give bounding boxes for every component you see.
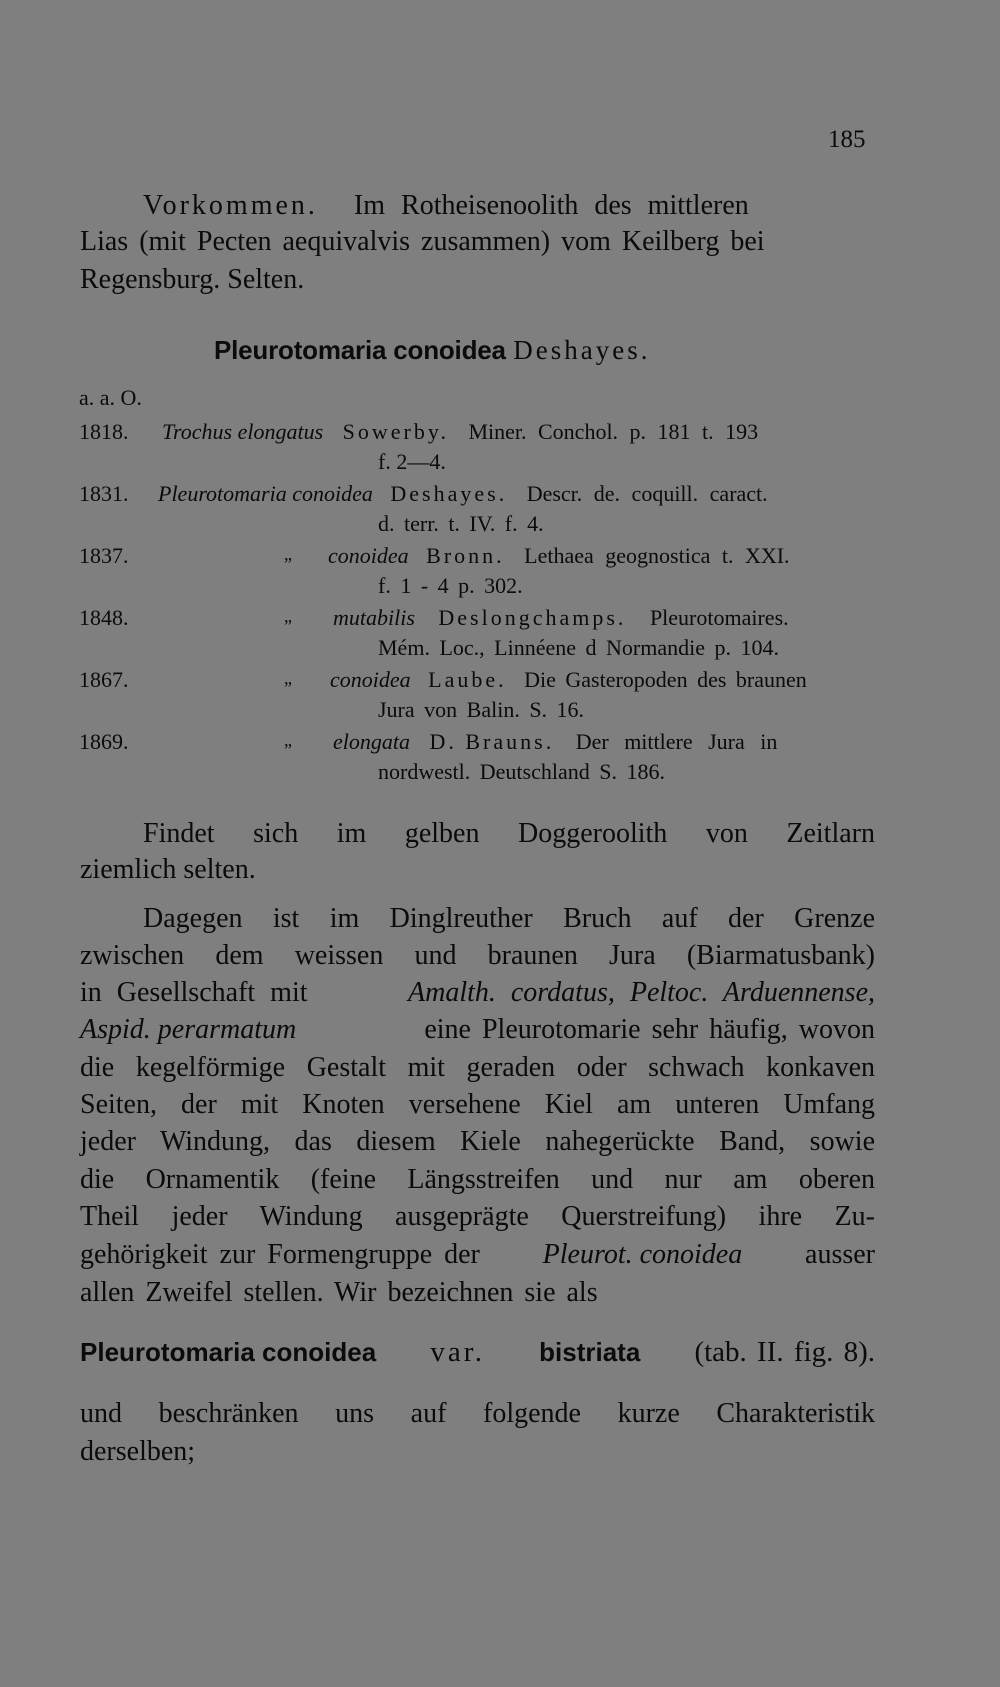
synonymy-taxon: Trochus elongatus bbox=[162, 419, 324, 444]
dagegen-line-1: Dagegen ist im Dinglreuther Bruch auf der Grenze bbox=[143, 903, 875, 934]
synonymy-year: 1818. bbox=[79, 419, 129, 444]
synonymy-author: Deslongchamps. bbox=[438, 605, 627, 630]
synonymy-year: 1848. bbox=[79, 605, 129, 630]
dagegen-line-4 bbox=[80, 1012, 875, 1048]
dagegen-text: eine Pleurotomarie sehr häufig, wovon bbox=[424, 1014, 875, 1045]
synonymy-taxon: mutabilis bbox=[333, 605, 415, 630]
synonymy-reference-cont: Mém. Loc., Linnéene d Normandie p. 104. bbox=[378, 635, 779, 660]
ditto-mark: „ bbox=[284, 668, 292, 688]
synonymy-line bbox=[333, 726, 777, 758]
fossil-names: Amalth. cordatus, Peltoc. Arduennense, bbox=[408, 977, 875, 1008]
synonymy-line bbox=[158, 478, 768, 510]
dagegen-line-7: jeder Windung, das diesem Kiele nahegerückte Band, sowie bbox=[80, 1126, 875, 1157]
synonymy-reference: Die Gasteropoden des braunen bbox=[524, 667, 807, 692]
synonymy-taxon: conoidea bbox=[330, 667, 411, 692]
ditto-mark: „ bbox=[284, 606, 292, 626]
closing-line-1: und beschränken uns auf folgende kurze Charakteristik bbox=[80, 1398, 875, 1429]
synonymy-list bbox=[0, 382, 1000, 802]
dagegen-line-11: allen Zweifel stellen. Wir bezeichnen sie als bbox=[80, 1277, 598, 1308]
species-heading bbox=[214, 333, 651, 367]
ditto-mark: „ bbox=[284, 730, 292, 750]
vorkommen-line-3: Regensburg. Selten. bbox=[80, 264, 305, 295]
ditto-mark: „ bbox=[284, 544, 292, 564]
dagegen-line-8: die Ornamentik (feine Längsstreifen und nur am oberen bbox=[80, 1164, 875, 1195]
findet-line-2: ziemlich selten. bbox=[80, 854, 256, 885]
synonymy-taxon: Pleurotomaria conoidea bbox=[158, 481, 373, 506]
synonymy-reference-cont: d. terr. t. IV. f. 4. bbox=[378, 511, 544, 536]
synonymy-reference-cont: nordwestl. Deutschland S. 186. bbox=[378, 759, 665, 784]
fossil-name: Aspid. perarmatum bbox=[80, 1014, 297, 1045]
vorkommen-line-2: Lias (mit Pecten aequivalvis zusammen) vom Keilberg bei bbox=[80, 226, 765, 257]
dagegen-line-6: Seiten, der mit Knoten versehene Kiel am unteren Umfang bbox=[80, 1089, 875, 1120]
variety-species-name: Pleurotomaria conoidea bbox=[80, 1337, 377, 1367]
variety-name: bistriata bbox=[539, 1337, 641, 1367]
dagegen-text: in Gesellschaft mit bbox=[80, 977, 308, 1008]
synonymy-reference-cont: f. 1 - 4 p. 302. bbox=[378, 573, 523, 598]
synonymy-reference: Pleurotomaires. bbox=[649, 605, 789, 630]
vorkommen-label: Vorkommen. bbox=[143, 190, 318, 221]
synonymy-author: Sowerby. bbox=[342, 419, 449, 444]
synonymy-author: Laube. bbox=[428, 667, 507, 692]
synonymy-reference-cont: f. 2—4. bbox=[378, 449, 446, 474]
variety-label: var. bbox=[430, 1336, 486, 1368]
variety-heading bbox=[80, 1336, 875, 1369]
dagegen-line-2: zwischen dem weissen und braunen Jura (Biarmatusbank) bbox=[80, 940, 875, 971]
synonymy-reference: Miner. Conchol. p. 181 t. 193 bbox=[468, 419, 759, 444]
dagegen-text: ausser bbox=[805, 1239, 875, 1270]
synonymy-reference: Der mittlere Jura in bbox=[575, 729, 778, 754]
synonymy-reference: Descr. de. coquill. caract. bbox=[526, 481, 768, 506]
species-name: Pleurotomaria conoidea bbox=[214, 335, 506, 365]
vorkommen-text: Im Rotheisenoolith des mittleren bbox=[353, 190, 749, 221]
synonymy-taxon: conoidea bbox=[328, 543, 409, 568]
synonymy-line bbox=[330, 664, 807, 696]
dagegen-line-9: Theil jeder Windung ausgeprägte Querstreifung) ihre Zu- bbox=[80, 1201, 875, 1232]
page-number: 185 bbox=[828, 126, 866, 153]
dagegen-line-10 bbox=[80, 1237, 875, 1273]
synonymy-year: 1837. bbox=[79, 543, 129, 568]
dagegen-line-3 bbox=[80, 975, 875, 1011]
closing-line-2: derselben; bbox=[80, 1436, 196, 1467]
synonymy-taxon: elongata bbox=[333, 729, 410, 754]
fossil-name: Pleurot. conoidea bbox=[542, 1239, 743, 1270]
synonymy-line bbox=[333, 602, 789, 634]
findet-line-1: Findet sich im gelben Doggeroolith von Zeitlarn bbox=[143, 818, 875, 849]
dagegen-line-5: die kegelförmige Gestalt mit geraden oder schwach konkaven bbox=[80, 1052, 875, 1083]
synonymy-reference: Lethaea geognostica t. XXI. bbox=[524, 543, 790, 568]
synonymy-author: D. Brauns. bbox=[429, 729, 555, 754]
synonymy-line bbox=[328, 540, 790, 572]
synonymy-line bbox=[162, 416, 758, 448]
synonymy-author: Deshayes. bbox=[390, 481, 508, 506]
species-author: Deshayes. bbox=[513, 335, 651, 365]
vorkommen-line-1 bbox=[143, 188, 749, 224]
synonymy-year: 1831. bbox=[79, 481, 129, 506]
synonymy-intro: a. a. O. bbox=[79, 385, 142, 410]
synonymy-year: 1867. bbox=[79, 667, 129, 692]
variety-figure-ref: (tab. II. fig. 8). bbox=[694, 1336, 875, 1368]
synonymy-reference-cont: Jura von Balin. S. 16. bbox=[378, 697, 585, 722]
synonymy-author: Bronn. bbox=[426, 543, 505, 568]
dagegen-text: gehörigkeit zur Formengruppe der bbox=[80, 1239, 480, 1270]
synonymy-year: 1869. bbox=[79, 729, 129, 754]
